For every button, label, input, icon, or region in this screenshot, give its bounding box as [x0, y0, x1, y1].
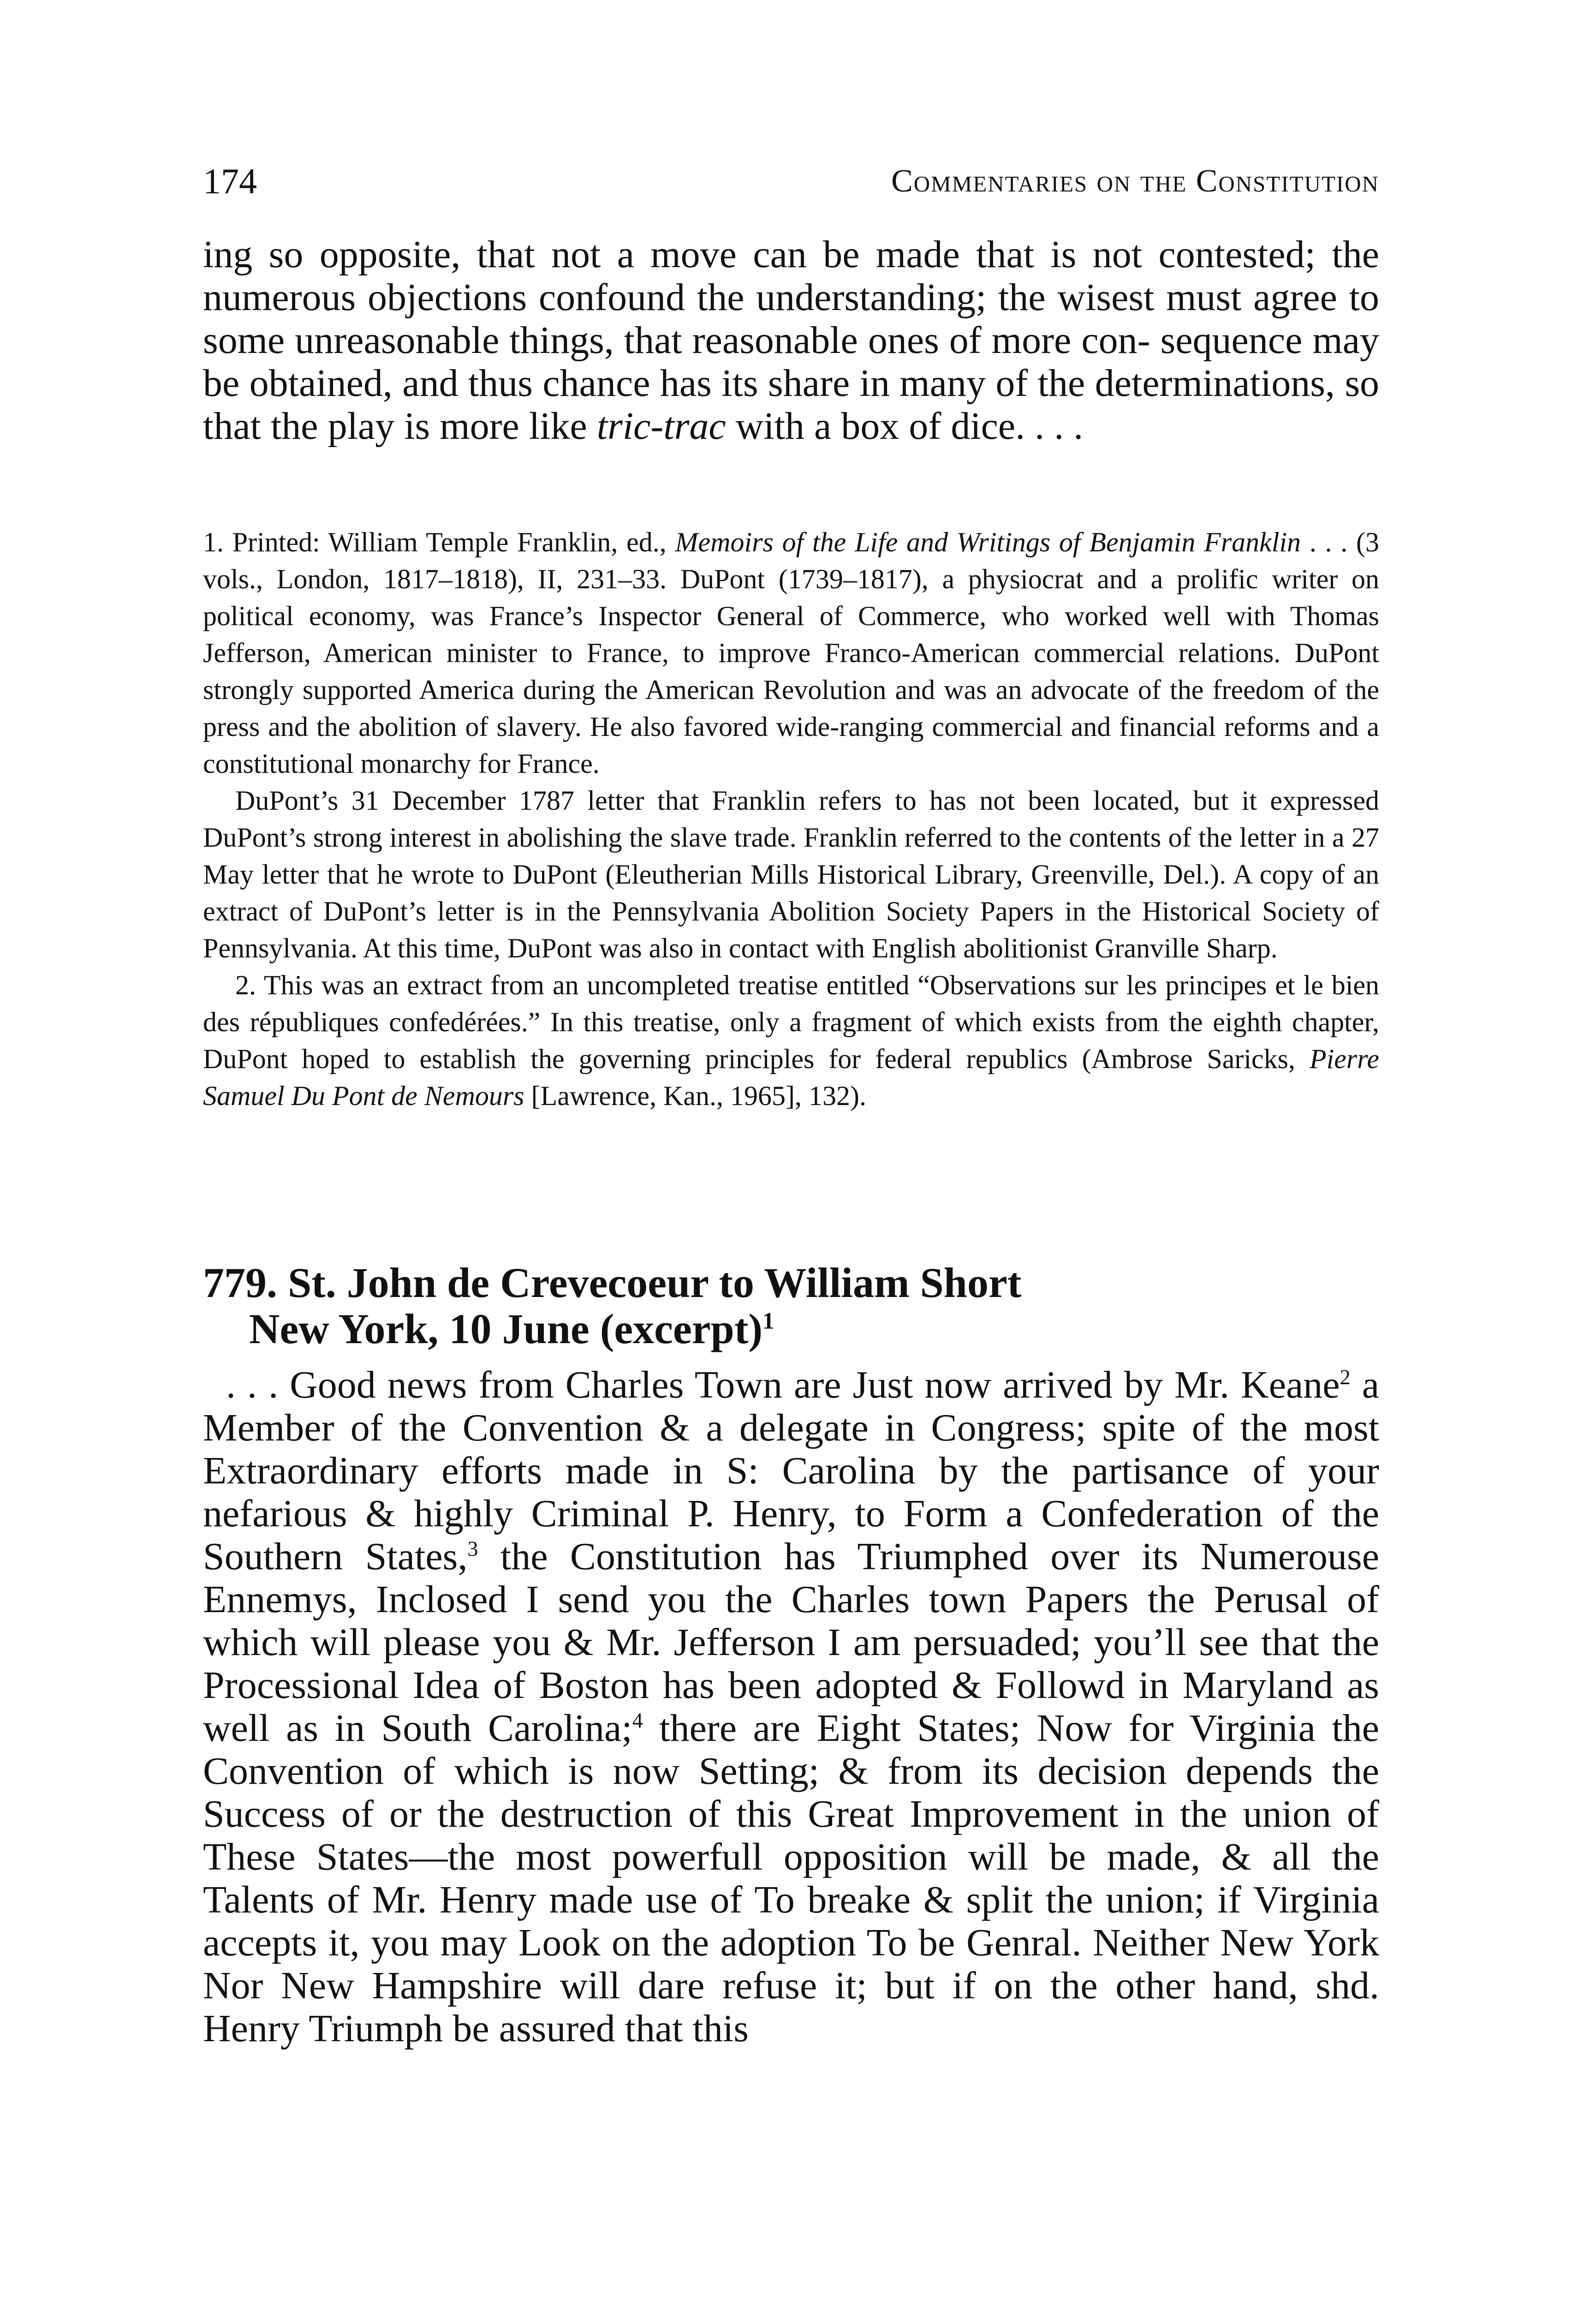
- continuation-line: dice. . . .: [951, 405, 1084, 448]
- continuation-text: [203, 233, 1379, 448]
- footnotes: [203, 524, 1379, 1114]
- footnote-text: Printed: William Temple Franklin, ed.,: [232, 527, 675, 557]
- document-title-line-1: 779. St. John de Crevecoeur to William Short: [203, 1259, 1022, 1306]
- footnote-text: This was an extract from an uncompleted treatise entitled “Observations sur les principes et le bien des républiques confedérées.” In this treatise, only a fragment of which exists from the eighth chapter, DuPont hoped to establish the governing principles for federal republics (Ambrose Saricks,: [203, 970, 1380, 1074]
- footnote-1: [203, 524, 1379, 782]
- document-heading: [203, 1260, 1379, 1352]
- continuation-line: ing so opposite, that not a move can be made that is not contested;: [203, 233, 1316, 276]
- footnote-text: . . . (3 vols., London, 1817–1818), II, 231–33. DuPont (1739–1817), a physiocrat and a prolific writer on political economy, was France’s Inspector General of Commerce, who worked well with Thomas Jefferson, American minister to France, to improve Franco-American commercial relations. DuPont strongly supported America during the American Revolution and was an advocate of the freedom of the press and the abolition of slavery. He also favored wide-ranging commercial and financial reforms and a constitutional monarchy for France.: [203, 527, 1380, 779]
- footnote-number: 1.: [203, 527, 224, 557]
- letter-text: there are Eight States; Now for Virginia the Convention of which is now Setting; & from its decision depends the Success of or the destruction of this Great Improvement in the union of These States—the most powerfull opposition will be made, & all the Talents of Mr. Henry made use of To breake & split the union; if Virginia accepts it, you may Look on the adoption To be Genral. Neither New York Nor New Hampshire will dare refuse it; but if on the other hand, shd. Henry Triumph be assured that this: [203, 1707, 1379, 2050]
- document-title: [203, 1260, 1379, 1352]
- document-title-line-2: [203, 1306, 1379, 1352]
- page-number: 174: [203, 161, 257, 201]
- document-date: New York, 10 June (excerpt): [249, 1305, 763, 1352]
- footnote-ref: 2: [1340, 1365, 1351, 1389]
- book-title: Memoirs of the Life and Writings of Benjamin Franklin: [675, 527, 1301, 557]
- footnote-ref: 1: [762, 1308, 774, 1334]
- letter-paragraph: [203, 1363, 1379, 2050]
- footnote-ref: 4: [632, 1709, 643, 1732]
- footnote-ref: 3: [467, 1537, 478, 1560]
- footnote-1-paragraph-2: DuPont’s 31 December 1787 letter that Franklin refers to has not been located, but it expressed DuPont’s strong interest in abolishing the slave trade. Franklin referred to the contents of the letter in a 27 May letter that he wrote to DuPont (Eleutherian Mills Historical Library, Greenville, Del.). A copy of an extract of DuPont’s letter is in the Pennsylvania Abolition Society Papers in the Historical Society of Pennsylvania. At this time, DuPont was also in contact with English abolitionist Granville Sharp.: [203, 785, 1379, 963]
- footnote-number: 2.: [235, 970, 256, 1000]
- continuation-line: agree to some unreasonable things, that reasonable ones of more con-: [203, 276, 1379, 362]
- page-header: [203, 156, 1379, 207]
- continuation-paragraph: [203, 233, 1379, 448]
- continuation-line: the numerous objections confound the understanding; the wisest must: [203, 233, 1380, 319]
- continuation-line: with a box of: [726, 405, 941, 448]
- game-name-italic: tric-trac: [596, 405, 726, 448]
- book-title: Pierre Samuel Du Pont de Nemours: [203, 1044, 1379, 1111]
- letter-body: [203, 1363, 1379, 2050]
- footnote-text: [Lawrence, Kan., 1965], 132).: [524, 1081, 866, 1111]
- continuation-line: sequence may be obtained, and thus chance has its share in many of: [203, 319, 1379, 405]
- running-head: Commentaries on the Constitution: [891, 163, 1379, 199]
- letter-text: a Member of the Convention & a delegate in Congress; spite of the most Extraordinary efforts made in S: Carolina by the partisance of your nefarious & highly Criminal P. Henry, to Form a Confederation of the Southern States,: [203, 1363, 1379, 1578]
- continuation-line: the determinations, so that the play is more like: [203, 362, 1380, 448]
- letter-text: . . . Good news from Charles Town are Just now arrived by Mr. Keane: [226, 1363, 1340, 1406]
- footnote-2: [203, 967, 1379, 1114]
- letter-text: the Constitution has Triumphed over its Numerouse Ennemys, Inclosed I send you the Charles town Papers the Perusal of which will please you & Mr. Jefferson I am persuaded; you’ll see that the Processional Idea of Boston has been adopted & Followd in Maryland as well as in South Carolina;: [203, 1535, 1379, 1750]
